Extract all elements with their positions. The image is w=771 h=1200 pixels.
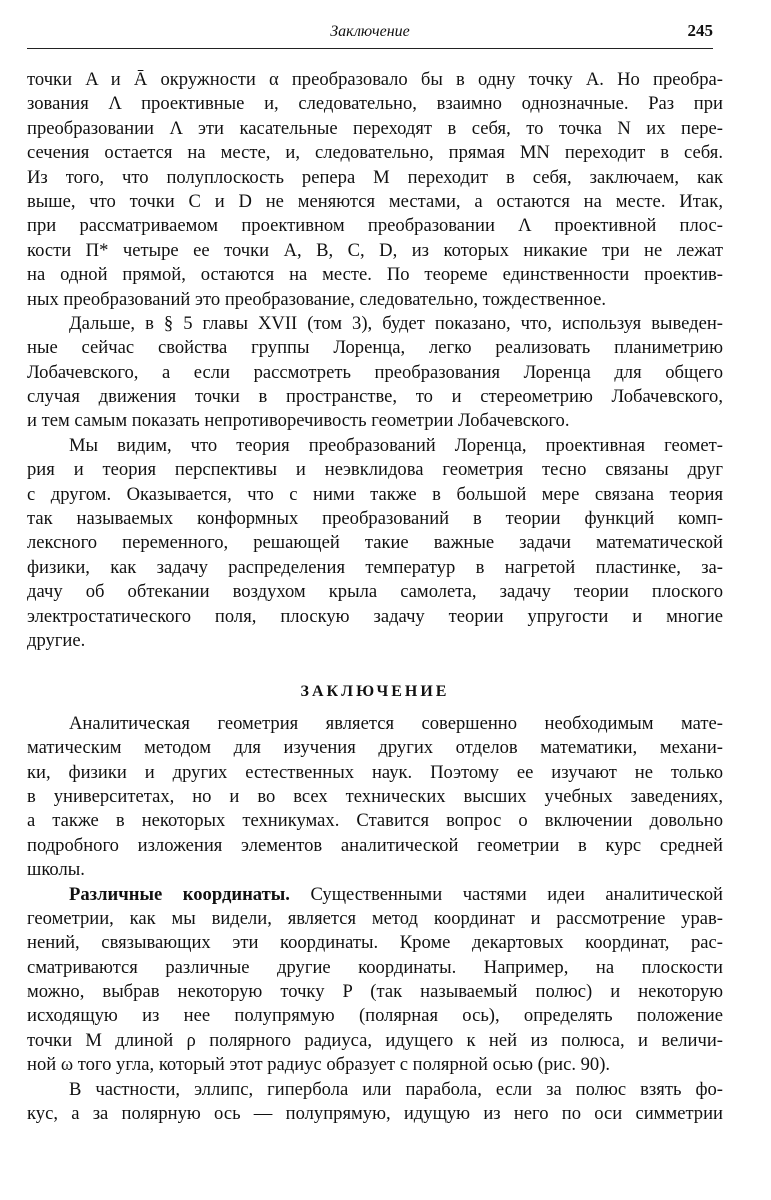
text-line: так называемых конформных преобразований в теории функций комп- <box>27 508 723 530</box>
header-rule <box>27 48 713 49</box>
text-line: выше, что точки C и D не меняются местами, а остаются на месте. Итак, <box>27 190 723 212</box>
text-line: и тем самым показать непротиворечивость геометрии Лобачевского. <box>27 410 570 432</box>
text-line: ки, физики и других естественных наук. Поэтому ее изучают не только <box>27 761 723 783</box>
page-number: 245 <box>687 21 713 40</box>
text-line: сматриваются различные другие координаты. Например, на плоскости <box>27 956 723 978</box>
text-line: ные сейчас свойства группы Лоренца, легко реализовать планиметрию <box>27 337 723 359</box>
paragraph-6 <box>27 1078 723 1127</box>
text-line: подробного изложения элементов аналитической геометрии в курс средней <box>27 834 723 856</box>
text-line: другие. <box>27 629 86 651</box>
text-line: на одной прямой, остаются на месте. По теореме единственности проектив- <box>27 264 723 286</box>
page-header <box>27 21 713 45</box>
text-line: а также в некоторых техникумах. Ставится вопрос о включении довольно <box>27 810 723 832</box>
text-line: зования Λ проективные и, следовательно, взаимно однозначные. Раз при <box>27 93 723 115</box>
text-line: электростатического поля, плоскую задачу теории упругости и многие <box>27 605 723 627</box>
text-line: исходящую из нее полупрямую (полярная ось), определять положение <box>27 1005 723 1027</box>
text-line: лексного переменного, решающей такие важные задачи математической <box>27 532 723 554</box>
text-line: кус, а за полярную ось — полупрямую, идущую из него по оси симметрии <box>27 1103 723 1125</box>
text-line: кости Π* четыре ее точки A, B, C, D, из которых никакие три не лежат <box>27 239 723 261</box>
text-line: при рассматриваемом проективном преобразовании Λ проективной плос- <box>27 215 723 237</box>
text-line: Из того, что полуплоскость репера M переходит в себя, заключаем, как <box>27 166 723 188</box>
text-line: в университетах, но и во всех технических высших учебных заведениях, <box>27 785 723 807</box>
running-title: Заключение <box>330 23 410 40</box>
section-heading: ЗАКЛЮЧЕНИЕ <box>300 683 450 701</box>
text-line: с другом. Оказывается, что с ними также в большой мере связана теория <box>27 483 723 505</box>
paragraph-2 <box>27 312 723 434</box>
text-line: преобразовании Λ эти касательные переходят в себя, то точка N их пере- <box>27 117 723 139</box>
page-body <box>27 68 723 1126</box>
text-line: дачу об обтекании воздухом крыла самолета, задачу теории плоского <box>27 581 723 603</box>
text-line: точки M длиной ρ полярного радиуса, идущего к ней из полюса, и величи- <box>27 1029 723 1051</box>
section-gap <box>27 653 723 680</box>
text-line: Аналитическая геометрия является совершенно необходимым мате- <box>69 712 723 734</box>
heading-gap <box>27 705 723 712</box>
text-line: геометрии, как мы видели, является метод координат и рассмотрение урав- <box>27 907 723 929</box>
text-line: рия и теория перспективы и неэвклидова геометрия тесно связаны друг <box>27 459 723 481</box>
text-line: Лобачевского, а если рассмотреть преобразования Лоренца для общего <box>27 361 723 383</box>
text-line: точки A и Ā окружности α преобразовало бы в одну точку A. Но преобра- <box>27 69 723 90</box>
run-in-heading: Различные координаты. <box>69 883 290 905</box>
text-line: школы. <box>27 859 85 881</box>
run-in-rest: Существенными частями идеи аналитической <box>289 883 723 905</box>
paragraph-5 <box>27 883 723 1078</box>
text-line: ных преобразований это преобразование, следовательно, тождественное. <box>27 288 607 310</box>
paragraph-3 <box>27 434 723 654</box>
text-line: физики, как задачу распределения температур в нагретой пластинке, за- <box>27 556 723 578</box>
text-line: случая движения точки в пространстве, то и стереометрию Лобачевского, <box>27 386 723 408</box>
text-line: можно, выбрав некоторую точку P (так называемый полюс) и некоторую <box>27 981 723 1003</box>
text-line: нений, связывающих эти координаты. Кроме декартовых координат, рас- <box>27 932 723 954</box>
text-line: сечения остается на месте, и, следовательно, прямая MN переходит в себя. <box>27 142 723 164</box>
text-line: ной ω того угла, который этот радиус образует с полярной осью (рис. 90). <box>27 1054 611 1076</box>
text-line <box>27 883 723 907</box>
paragraph-4 <box>27 712 723 883</box>
text-line: Мы видим, что теория преобразований Лоренца, проективная геомет- <box>69 434 723 456</box>
text-line: матическим методом для изучения других отделов математики, механи- <box>27 737 723 759</box>
paragraph-1 <box>27 68 723 312</box>
text-line: Дальше, в § 5 главы XVII (том 3), будет показано, что, используя выведен- <box>69 312 723 334</box>
text-line: В частности, эллипс, гипербола или парабола, если за полюс взять фо- <box>69 1078 723 1100</box>
